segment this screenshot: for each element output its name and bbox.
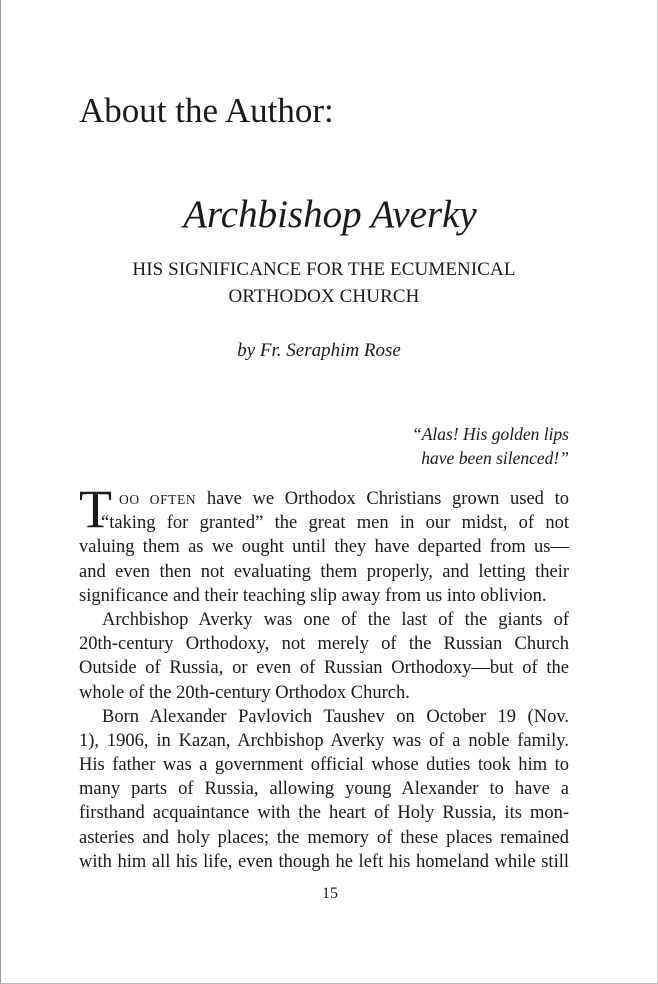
- body-text: [79, 479, 569, 874]
- body-line: His father was a government official whose duties took him to: [79, 755, 569, 776]
- opening-small-caps: OO OFTEN: [119, 492, 197, 507]
- subtitle-line-2: ORTHODOX CHURCH: [228, 286, 420, 307]
- body-line: 1), 1906, in Kazan, Archbishop Averky was of a noble family.: [79, 730, 569, 751]
- chapter-subtitle: [1, 256, 647, 310]
- body-line: “taking for granted” the great men in our midst, of not: [101, 513, 569, 534]
- epigraph-line-2: have been silenced!”: [421, 448, 569, 468]
- body-line: 20th-century Orthodoxy, not merely of the Russian Church: [79, 634, 569, 655]
- body-line: Archbishop Averky was one of the last of the giants of: [102, 609, 569, 630]
- body-line: and even then not evaluating them properly, and letting their: [79, 561, 569, 582]
- body-line: many parts of Russia, allowing young Alexander to have a: [79, 779, 569, 800]
- page-number: 15: [322, 885, 338, 902]
- subtitle-line-1: HIS SIGNIFICANCE FOR THE ECUMENICAL: [132, 259, 516, 280]
- body-line-text: have we Orthodox Christians grown used to: [196, 489, 569, 509]
- chapter-title: Archbishop Averky: [183, 193, 477, 236]
- body-line: valuing them as we ought until they have departed from us—: [79, 537, 569, 558]
- body-line: significance and their teaching slip away from us into oblivion.: [79, 585, 547, 606]
- body-line: Born Alexander Pavlovich Taushev on October 19 (Nov.: [102, 706, 569, 727]
- body-line: with him all his life, even though he left his homeland while still: [79, 851, 569, 872]
- body-line: Outside of Russia, or even of Russian Orthodoxy—but of the: [79, 658, 569, 679]
- body-line: asteries and holy places; the memory of these places remained: [79, 827, 569, 848]
- drop-cap: T: [79, 479, 112, 539]
- author-byline: by Fr. Seraphim Rose: [237, 340, 401, 361]
- epigraph: [412, 422, 569, 470]
- body-line: firsthand acquaintance with the heart of Holy Russia, its mon-: [79, 803, 569, 824]
- body-line: [79, 487, 569, 511]
- epigraph-line-1: “Alas! His golden lips: [411, 424, 569, 444]
- section-heading: About the Author:: [79, 91, 334, 130]
- body-line: whole of the 20th-century Orthodox Church.: [79, 682, 410, 703]
